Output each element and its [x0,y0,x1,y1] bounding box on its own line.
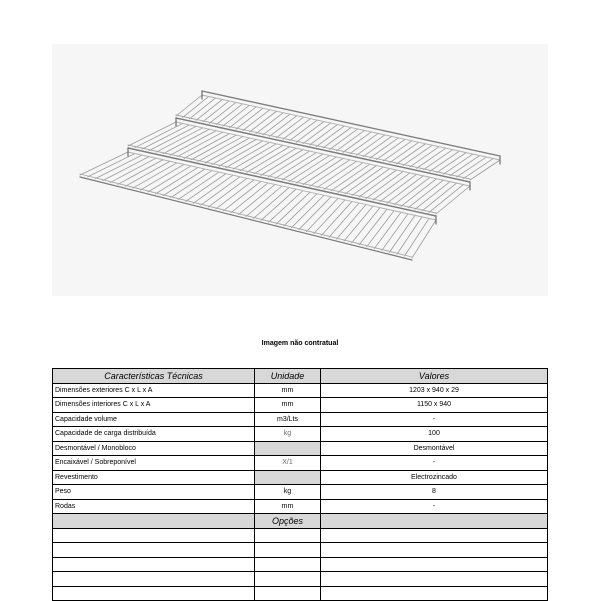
shelf-wire [403,145,432,165]
header-values: Valores [321,369,548,384]
shelf-wire [417,148,446,168]
shelf-wire [223,181,261,210]
shelf-wire [383,141,412,161]
shelf-wire [149,126,196,150]
shelf-wire [205,138,250,163]
shelf-wire [408,180,443,208]
shelf-wire [370,138,399,158]
shelf-wire [296,122,324,143]
shelf-wire [275,153,316,179]
shelf-wire [270,116,297,137]
shelf-wire [238,184,275,214]
row-unit: kg [255,427,321,442]
shelf-wire [316,126,344,147]
shelf-wire [470,160,500,180]
shelf-wire [236,108,263,129]
shelf-wire [463,159,493,179]
table-row [53,398,548,413]
shelf-wire [457,157,487,177]
empty-row [53,572,548,587]
shelf-wire [344,206,373,241]
shelf-wire [401,179,437,207]
table-row [53,499,548,514]
shelf-wire [423,150,452,170]
shelf-wire [314,200,345,234]
shelf-wire [290,120,318,141]
shelf-wire [233,144,276,169]
options-cell-right [321,514,548,529]
shelf-wire [254,188,289,219]
shelf-wire [231,183,268,213]
shelf-wire [212,139,256,164]
shelf-wire [306,198,338,231]
row-value: 1150 x 940 [321,398,548,413]
shelf-wire [430,151,459,171]
row-value: 1203 x 940 x 29 [321,383,548,398]
shelf-wire [323,128,351,149]
table-row [53,441,548,456]
empty-row [53,586,548,601]
shelf-wire [269,191,303,223]
row-feature: Dimensões exteriores C x L x A [53,383,255,398]
shelf-wire [256,113,283,134]
row-feature: Capacidade de carga distribuída [53,427,255,442]
table-row [53,470,548,485]
shelf-wire [450,156,480,176]
shelf-wire [247,147,290,173]
shelf-wire [374,212,401,248]
shelf-wire [163,129,209,153]
shelf-wire [240,145,283,170]
shelf-wire [397,144,426,164]
shelf-wire [350,133,378,153]
row-feature: Revestimento [53,470,255,485]
empty-cell [321,543,548,558]
row-unit: m3/Lts [255,412,321,427]
shelf-back-rail [176,122,470,186]
row-feature: Dimensões interiores C x L x A [53,398,255,413]
empty-row [53,543,548,558]
shelf-wire [390,142,419,162]
shelf-wire [337,205,366,240]
table-row [53,412,548,427]
table-row [53,383,548,398]
table-row [53,427,548,442]
shelf-wire [268,151,310,177]
shelf-front-rail [80,177,412,260]
shelf-wire [380,174,417,201]
row-unit: X/1 [255,456,321,471]
shelf-wire [208,178,247,207]
shelf-wire [128,122,176,146]
header-unit: Unidade [255,369,321,384]
shelf-wire [219,141,263,166]
row-feature: Peso [53,485,255,500]
shelf-wire [198,137,243,162]
shelf-wire [330,129,358,149]
empty-cell [321,528,548,543]
shelf-wire [201,177,240,205]
shelf-wire [250,111,277,132]
row-value: Desmontável [321,441,548,456]
shelf-wire [437,153,467,173]
shelf-wire [216,104,243,125]
empty-cell [255,557,321,572]
shelf-front-rail [128,145,436,213]
shelf-wire [310,125,338,146]
options-label: Opções [255,514,321,529]
row-unit: mm [255,383,321,398]
shelf-front-rail [80,174,412,257]
shelf-wire [343,132,371,152]
shelf-wire [415,182,450,210]
shelf-wire [135,123,183,147]
row-feature: Rodas [53,499,255,514]
table-row [53,485,548,500]
technical-specs-table [52,368,548,601]
row-feature: Desmontável / Monobloco [53,441,255,456]
shelf-front-rail [176,115,470,179]
row-unit: kg [255,485,321,500]
table-row [53,456,548,471]
empty-cell [53,586,255,601]
row-feature: Encaixável / Sobreponível [53,456,255,471]
row-unit [255,470,321,485]
row-value: - [321,412,548,427]
shelf-wire [321,201,352,235]
shelf-wire [436,186,470,214]
shelf-wire [282,154,323,180]
empty-row [53,528,548,543]
shelf-wire [229,107,256,128]
shelf-wire [291,195,324,228]
shelf-wire [376,139,405,159]
wire-shelf-illustration [52,44,548,296]
shelf-wire [177,132,223,157]
shelf-wire [261,189,296,220]
shelf-wire [263,114,290,135]
empty-cell [255,528,321,543]
shelf-wire [303,123,331,144]
shelf-wire [156,128,203,152]
shelf-wire [352,208,380,243]
shelf-wire [261,150,303,176]
empty-cell [255,543,321,558]
shelf-wire [367,211,394,247]
shelf-wire [443,154,473,174]
shelf-wire [422,183,457,211]
empty-cell [53,572,255,587]
empty-cell [321,557,548,572]
shelf-wire [184,134,229,159]
shelf-wire [276,192,310,224]
row-value: Electrozincado [321,470,548,485]
row-value: 8 [321,485,548,500]
header-features: Características Técnicas [53,369,255,384]
shelf-wire [216,180,254,209]
empty-cell [255,572,321,587]
shelf-wire [254,148,296,174]
shelf-wire [243,110,270,131]
shelf-wire [226,142,270,167]
shelf-wire [394,177,430,204]
empty-cell [255,586,321,601]
shelf-wire [336,130,364,150]
empty-cell [53,557,255,572]
shelf-wire [276,117,303,138]
shelf-wire [170,131,216,156]
shelf-wire [191,135,236,160]
shelf-wire [410,147,439,167]
empty-cell [321,586,548,601]
shelf-wire [329,203,359,237]
empty-cell [53,528,255,543]
shelf-wire [356,135,384,155]
table-header-row [53,369,548,384]
shelf-wire [387,176,423,203]
shelf-wire [283,119,310,140]
row-value: 100 [321,427,548,442]
row-unit: mm [255,499,321,514]
empty-cell [321,572,548,587]
shelf-wire [142,125,189,149]
shelf-wire [299,197,331,230]
product-image-wire-shelves [52,44,548,296]
empty-row [53,557,548,572]
row-feature: Capacidade volume [53,412,255,427]
shelf-wire [429,185,463,213]
shelf-wire [246,186,282,217]
shelf-wire [363,136,392,156]
row-value: - [321,456,548,471]
shelf-wire [223,105,250,126]
image-caption: Imagem não contratual [261,340,339,347]
options-header-row [53,514,548,529]
row-value: - [321,499,548,514]
shelf-wire [284,194,317,226]
row-unit: mm [255,398,321,413]
empty-cell [53,543,255,558]
row-unit [255,441,321,456]
options-cell-left [53,514,255,529]
shelf-wire [359,209,387,245]
